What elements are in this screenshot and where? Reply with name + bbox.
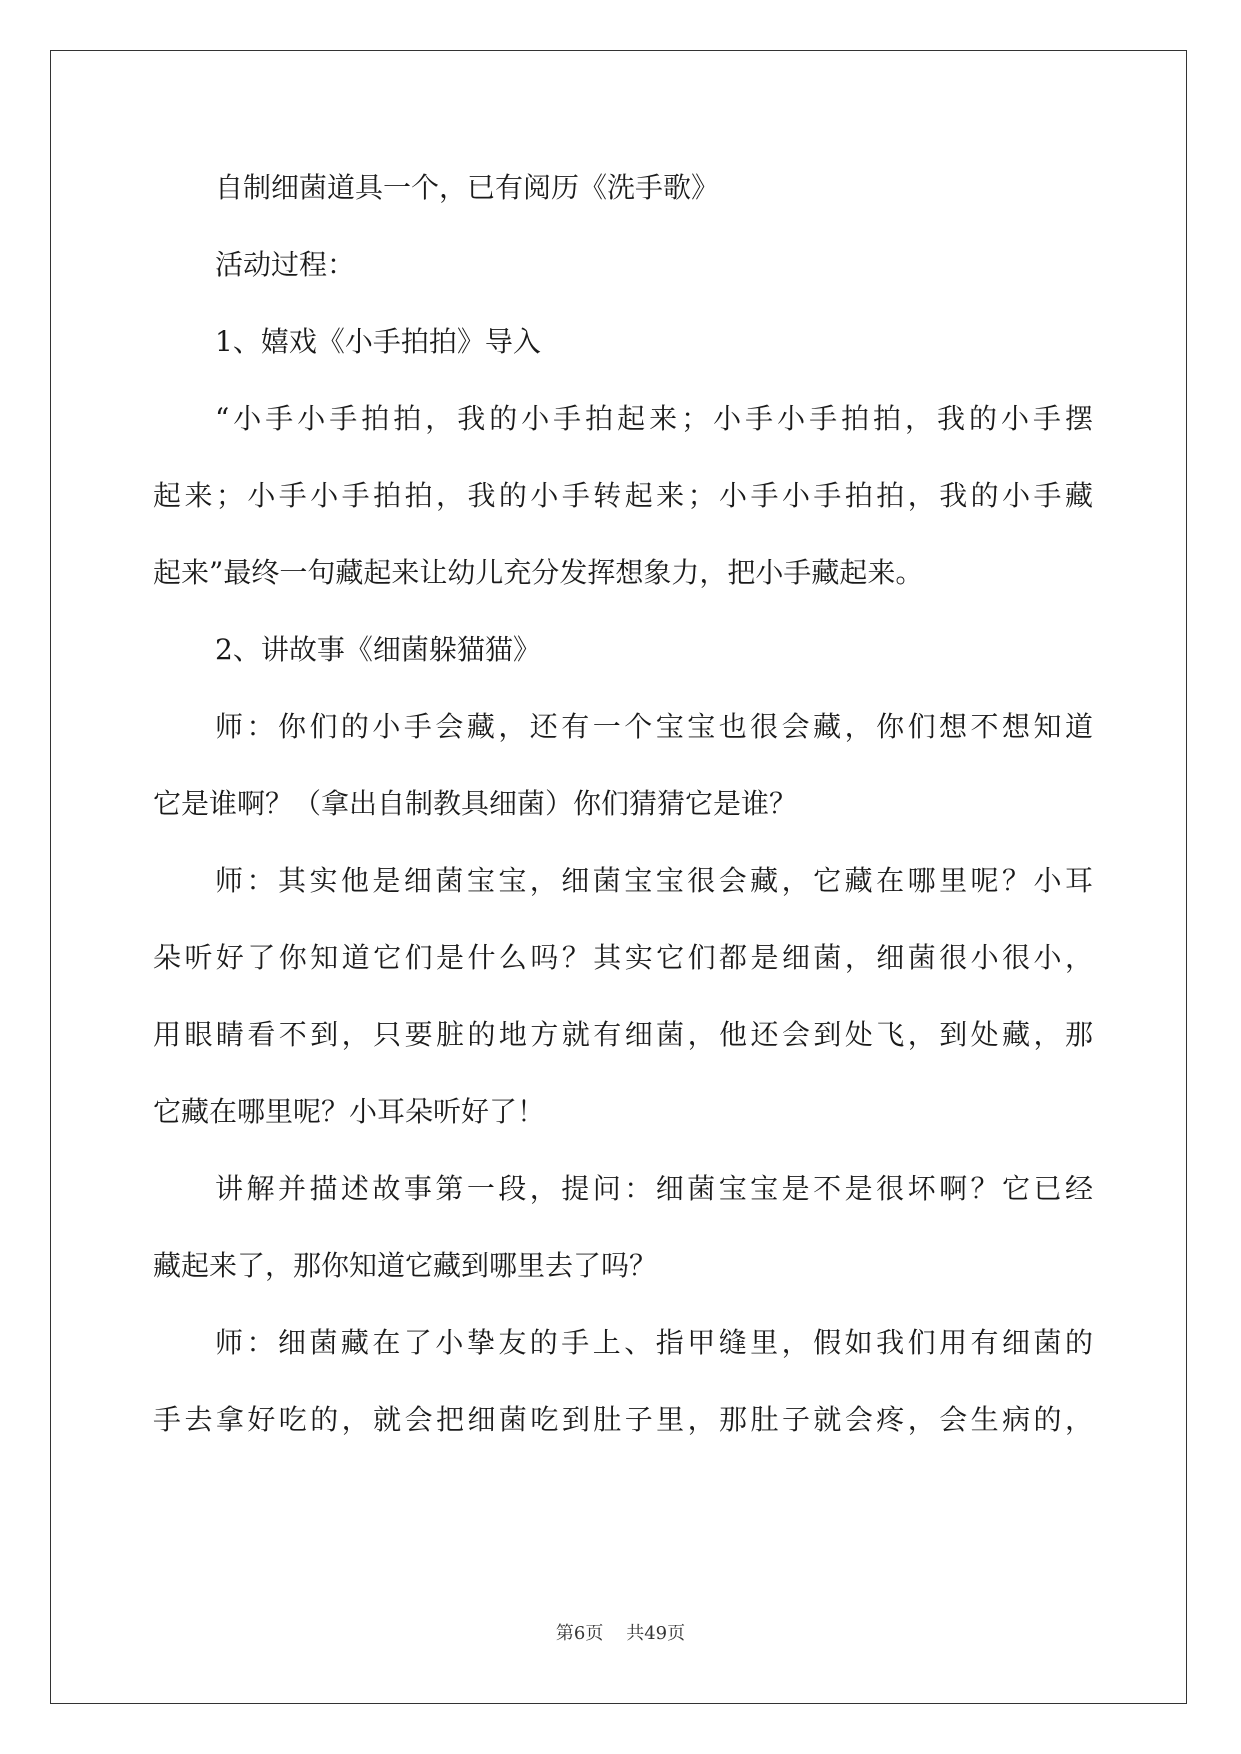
section-heading: 2、讲故事《细菌躲猫猫》 bbox=[215, 633, 541, 666]
paragraph-line: 师：细菌藏在了小挚友的手上、指甲缝里，假如我们用有细菌的 bbox=[215, 1326, 1093, 1359]
paragraph-line: 朵听好了你知道它们是什么吗？其实它们都是细菌，细菌很小很小， bbox=[153, 941, 1093, 974]
paragraph-line: 讲解并描述故事第一段，提问：细菌宝宝是不是很坏啊？它已经 bbox=[215, 1172, 1093, 1205]
section-heading: 1、嬉戏《小手拍拍》导入 bbox=[215, 325, 541, 358]
paragraph-line: 师：你们的小手会藏，还有一个宝宝也很会藏，你们想不想知道 bbox=[215, 710, 1093, 743]
paragraph-line: 师：其实他是细菌宝宝，细菌宝宝很会藏，它藏在哪里呢？小耳 bbox=[215, 864, 1093, 897]
section-heading: 活动过程： bbox=[215, 248, 356, 281]
footer-page-label: 第 bbox=[555, 1623, 574, 1644]
footer-total-pages: 49 bbox=[644, 1623, 668, 1644]
paragraph-line: 用眼睛看不到，只要脏的地方就有细菌，他还会到处飞，到处藏，那 bbox=[153, 1018, 1093, 1051]
paragraph-line: 手去拿好吃的，就会把细菌吃到肚子里，那肚子就会疼，会生病的， bbox=[153, 1403, 1093, 1436]
paragraph-line: 它藏在哪里呢？小耳朵听好了！ bbox=[153, 1095, 546, 1128]
footer-total-label: 共 bbox=[626, 1623, 645, 1644]
footer-total-unit: 页 bbox=[667, 1623, 686, 1644]
paragraph-line: 起来；小手小手拍拍，我的小手转起来；小手小手拍拍，我的小手藏 bbox=[153, 479, 1093, 512]
footer-page-number: 6 bbox=[573, 1623, 586, 1644]
page-footer bbox=[0, 1622, 1241, 1646]
paragraph-line: 它是谁啊？（拿出自制教具细菌）你们猜猜它是谁？ bbox=[153, 787, 798, 820]
paragraph-line: “小手小手拍拍，我的小手拍起来；小手小手拍拍，我的小手摆 bbox=[215, 402, 1093, 435]
paragraph-line: 藏起来了，那你知道它藏到哪里去了吗？ bbox=[153, 1249, 658, 1282]
footer-page-unit: 页 bbox=[585, 1623, 604, 1644]
paragraph-line: 自制细菌道具一个，已有阅历《洗手歌》 bbox=[215, 171, 720, 204]
paragraph-line: 起来”最终一句藏起来让幼儿充分发挥想象力，把小手藏起来。 bbox=[153, 556, 924, 589]
